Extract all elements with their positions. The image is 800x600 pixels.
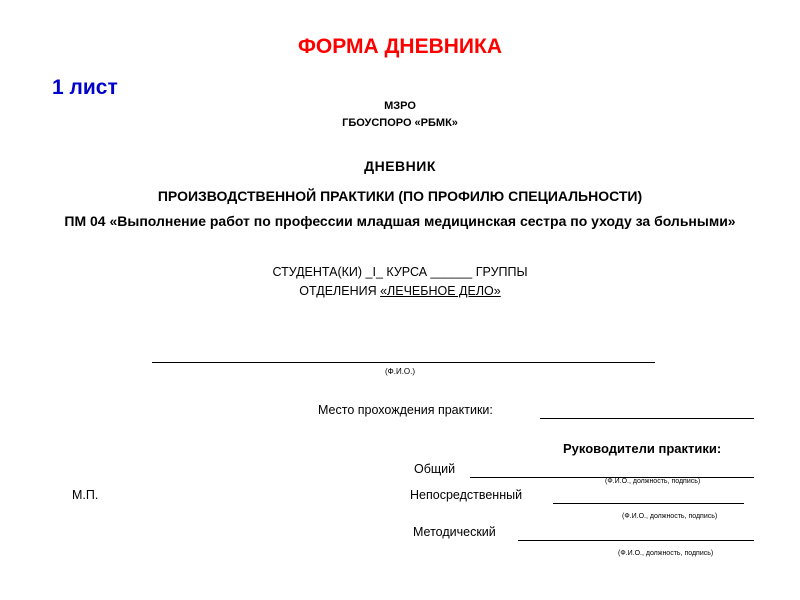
fio-signature-line	[152, 362, 655, 363]
department-line	[0, 284, 800, 298]
course-suffix: КУРСА	[382, 265, 431, 279]
direct-supervisor-label: Непосредственный	[410, 488, 523, 502]
organization-line-1: МЗРО	[384, 100, 416, 112]
general-supervisor-label: Общий	[414, 462, 456, 476]
general-supervisor-caption: (Ф.И.О., должность, подпись)	[605, 478, 701, 485]
group-suffix: ГРУППЫ	[472, 265, 528, 279]
slide-title: ФОРМА ДНЕВНИКА	[297, 35, 503, 58]
organization-line-2: ГБОУСПОРО «РБМК»	[342, 117, 458, 129]
document-subtitle: ПРОИЗВОДСТВЕННОЙ ПРАКТИКИ (ПО ПРОФИЛЮ СПЕЦИАЛЬНОСТИ)	[157, 188, 643, 204]
supervisors-title: Руководители практики:	[563, 441, 722, 456]
sheet-label: 1 лист	[52, 76, 118, 99]
department-value: «ЛЕЧЕБНОЕ ДЕЛО»	[380, 284, 501, 298]
stamp-label: М.П.	[72, 488, 99, 502]
document-module: ПМ 04 «Выполнение работ по профессии младшая медицинская сестра по уходу за больными»	[64, 213, 736, 229]
practice-place-label: Место прохождения практики:	[318, 403, 493, 417]
group-blank: ______	[430, 265, 473, 279]
method-supervisor-label: Методический	[413, 525, 496, 539]
direct-supervisor-caption: (Ф.И.О., должность, подпись)	[622, 513, 718, 520]
practice-place-line	[540, 418, 754, 419]
document-title: ДНЕВНИК	[364, 158, 436, 174]
method-supervisor-line	[518, 540, 754, 541]
course-value: _I_	[365, 265, 383, 279]
student-prefix: СТУДЕНТА(КИ)	[272, 265, 366, 279]
direct-supervisor-line	[553, 503, 744, 504]
fio-caption: (Ф.И.О.)	[384, 367, 416, 376]
student-line	[0, 265, 800, 279]
department-prefix: ОТДЕЛЕНИЯ	[299, 284, 381, 298]
method-supervisor-caption: (Ф.И.О., должность, подпись)	[618, 550, 714, 557]
